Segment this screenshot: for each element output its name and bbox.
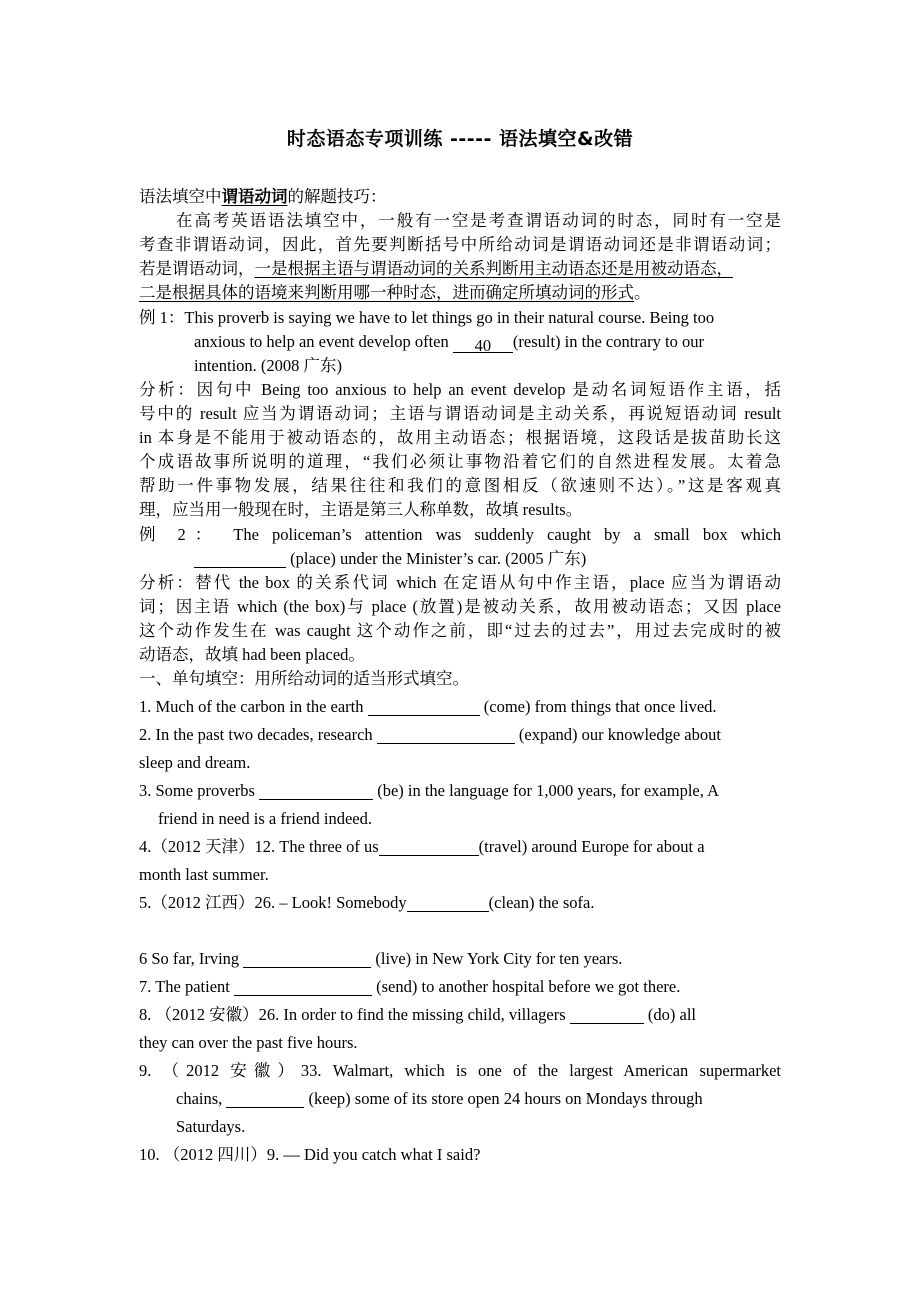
example1-answer-blank: 40 (453, 334, 513, 353)
question-9-cont-2: Saturdays. (176, 1117, 246, 1136)
q1-blank[interactable] (368, 697, 480, 716)
q9-blank[interactable] (226, 1089, 304, 1108)
question-5: 5.（2012 江西）26. – Look! Somebody (clean) the sofa. (139, 893, 595, 912)
example1-analysis-4: 个成语故事所说明的道理，“我们必须让事物沿着它们的自然进程发展。太着急 (139, 452, 781, 471)
tips-line-4: 二是根据具体的语境来判断用哪一种时态，进而确定所填动词的形式。 (139, 283, 651, 302)
section1-heading: 一、单句填空：用所给动词的适当形式填空。 (139, 669, 469, 688)
keyword-predicate-verb: 谓语动词 (221, 187, 288, 206)
q3-blank[interactable] (259, 781, 373, 800)
question-2-cont: sleep and dream. (139, 753, 251, 772)
tips-line-2: 考查非谓语动词，因此，首先要判断括号中所给动词是谓语动词还是非谓语动词； (139, 235, 781, 254)
page-title: 时态语态专项训练 ----- 语法填空&改错 (286, 128, 634, 150)
example1-line-1: 例 1：This proverb is saying we have to let things go in their natural course. Being too (139, 308, 715, 327)
example1-analysis-1: 分析：因句中 Being too anxious to help an event develop 是动名词短语作主语，括 (139, 380, 781, 399)
example2-analysis-2: 词；因主语 which (the box)与 place (放置)是被动关系，故用被动语态；又因 place (139, 597, 781, 616)
example1-analysis-5: 帮助一件事物发展，结果往往和我们的意图相反（欲速则不达）。”这是客观真 (139, 476, 781, 495)
example2-analysis-1: 分析：替代 the box 的关系代词 which 在定语从句中作主语，place 应当为谓语动 (139, 573, 781, 592)
example2-analysis-3: 这个动作发生在 was caught 这个动作之前，即“过去的过去”，用过去完成时的被 (139, 621, 781, 640)
q7-blank[interactable] (234, 977, 372, 996)
question-3-cont: friend in need is a friend indeed. (158, 809, 372, 828)
q2-blank[interactable] (377, 725, 515, 744)
example2-line-2: (place) under the Minister’s car. (2005 广东) (194, 547, 781, 571)
question-7: 7. The patient (send) to another hospital before we got there. (139, 977, 681, 996)
example1-analysis-3: in 本身是不能用于被动语态的，故用主动语态；根据语境，这段话是拔苗助长这 (139, 428, 781, 447)
question-3: 3. Some proverbs (be) in the language for 1,000 years, for example, A (139, 781, 719, 800)
question-8: 8. （2012 安徽）26. In order to find the missing child, villagers (do) all (139, 1005, 697, 1024)
question-9-cont: chains, (keep) some of its store open 24 hours on Mondays through (176, 1089, 703, 1108)
q5-blank[interactable] (407, 893, 489, 912)
question-8-cont: they can over the past five hours. (139, 1033, 358, 1052)
question-2: 2. In the past two decades, research (expand) our knowledge about (139, 725, 721, 744)
example1-analysis-2: 号中的 result 应当为谓语动词；主语与谓语动词是主动关系，再说短语动词 result (139, 404, 781, 423)
example2-answer-blank[interactable] (194, 549, 286, 568)
example1-analysis-6: 理，应当用一般现在时，主语是第三人称单数，故填 results。 (139, 500, 583, 519)
example2-analysis-4: 动语态，故填 had been placed。 (139, 645, 365, 664)
example1-line-2: anxious to help an event develop often 40 (result) in the contrary to our (194, 332, 704, 355)
tips-line-3: 若是谓语动词，一是根据主语与谓语动词的关系判断用主动语态还是用被动语态， (139, 259, 733, 278)
tips-line-1: 在高考英语语法填空中，一般有一空是考查谓语动词的时态，同时有一空是 (176, 211, 781, 230)
question-1: 1. Much of the carbon in the earth (come) from things that once lived. (139, 697, 717, 716)
q6-blank[interactable] (243, 949, 371, 968)
example2-line-1: 例 2： The policeman’s attention was suddenly caught by a small box which (139, 525, 781, 544)
question-4-cont: month last summer. (139, 865, 269, 884)
question-10: 10. （2012 四川）9. — Did you catch what I said? (139, 1145, 481, 1164)
q4-blank[interactable] (379, 837, 479, 856)
q8-blank[interactable] (570, 1005, 644, 1024)
underlined-rule-1: 一是根据主语与谓语动词的关系判断用主动语态还是用被动语态， (254, 259, 733, 278)
question-4: 4.（2012 天津）12. The three of us (travel) around Europe for about a (139, 837, 705, 856)
example1-line-3: intention. (2008 广东) (194, 356, 343, 375)
underlined-rule-2: 二是根据具体的语境来判断用哪一种时态，进而确定所填动词的形式 (139, 283, 634, 302)
question-9: 9. （2012 安徽）33. Walmart, which is one of the largest American supermarket (139, 1061, 781, 1080)
question-6: 6 So far, Irving (live) in New York City for ten years. (139, 949, 623, 968)
tips-intro: 语法填空中谓语动词的解题技巧： (139, 187, 387, 206)
